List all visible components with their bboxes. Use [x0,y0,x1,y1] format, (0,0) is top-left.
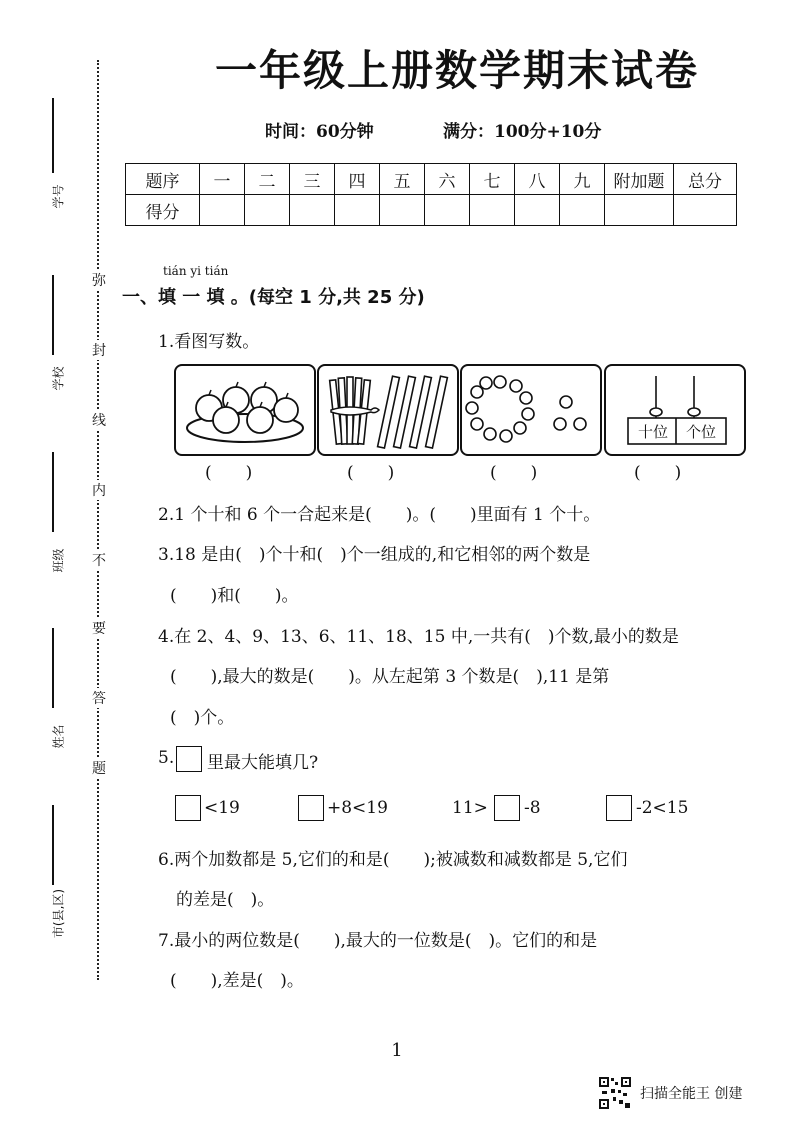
ones-place-label: 个位 [685,423,716,441]
inequality-2: +8<19 [327,798,388,818]
question-7: 7.最小的两位数是( ),最大的一位数是( )。它们的和是 [158,931,598,951]
score-cell[interactable] [245,195,290,226]
question-2: 2.1 个十和 6 个一合起来是( )。( )里面有 1 个十。 [158,505,601,525]
apples-picture [174,364,316,456]
question-5-number: 5. [158,748,175,768]
answer-blank[interactable]: ( ) [490,463,538,483]
beads-picture [460,364,602,456]
seal-char: 内 [91,480,107,500]
answer-square[interactable] [606,795,632,821]
inequality-1: <19 [204,798,240,818]
table-cell: 附加题 [605,164,674,195]
answer-blank[interactable]: ( ) [634,463,682,483]
inequality-3-left: 11> [452,798,488,818]
inequality-4: -2<15 [636,798,689,818]
table-cell: 题序 [126,164,200,195]
seal-line [97,60,99,980]
score-cell[interactable] [470,195,515,226]
inequality-3-right: -8 [524,798,541,818]
seal-char: 不 [91,550,107,570]
score-cell[interactable] [335,195,380,226]
table-cell: 五 [380,164,425,195]
question-3-cont: ( )和( )。 [170,586,299,606]
question-5: 里最大能填几? [207,753,319,773]
answer-square[interactable] [175,795,201,821]
score-cell[interactable] [515,195,560,226]
score-cell[interactable] [674,195,737,226]
qr-code-icon [598,1076,632,1110]
question-6: 6.两个加数都是 5,它们的和是( );被减数和减数都是 5,它们 [158,850,628,870]
class-label: 班级 [51,548,66,573]
table-cell: 九 [560,164,605,195]
school-label: 学校 [51,366,66,391]
seal-char: 题 [91,758,107,778]
name-label: 姓名 [51,724,66,749]
table-cell: 六 [425,164,470,195]
table-cell: 七 [470,164,515,195]
score-cell[interactable] [560,195,605,226]
score-cell[interactable] [200,195,245,226]
sticks-icon [319,366,457,454]
section-title: 一、填 一 填 。(每空 1 分,共 25 分) [122,287,425,308]
tens-place-label: 十位 [637,423,668,441]
table-row [126,195,737,226]
exam-time: 时间：60分钟 [265,122,374,142]
table-cell: 三 [290,164,335,195]
table-cell: 二 [245,164,290,195]
table-cell: 一 [200,164,245,195]
seal-char: 弥 [91,270,107,290]
answer-square[interactable] [176,746,202,772]
question-3: 3.18 是由( )个十和( )个一组成的,和它相邻的两个数是 [158,545,591,565]
score-cell[interactable] [605,195,674,226]
table-row [126,164,737,195]
table-cell: 总分 [674,164,737,195]
table-cell: 四 [335,164,380,195]
question-4-cont: ( ),最大的数是( )。从左起第 3 个数是( ),11 是第 [170,667,610,687]
score-cell[interactable] [425,195,470,226]
seal-char: 要 [91,618,107,638]
apples-icon [176,366,314,454]
score-table [125,163,737,226]
answer-blank[interactable]: ( ) [347,463,395,483]
answer-square[interactable] [494,795,520,821]
scanner-watermark: 扫描全能王 创建 [640,1086,743,1102]
question-7-cont: ( ),差是( )。 [170,971,304,991]
city-label: 市(县,区) [51,888,66,939]
page-number: 1 [391,1040,403,1061]
score-cell[interactable] [290,195,335,226]
question-1: 1.看图写数。 [158,332,260,352]
page-title: 一年级上册数学期末试卷 [214,46,699,95]
student-id-label: 学号 [51,184,66,209]
question-4: 4.在 2、4、9、13、6、11、18、15 中,一共有( )个数,最小的数是 [158,627,679,647]
section-pinyin: tián yi tián [163,264,229,278]
seal-char: 线 [91,410,107,430]
beads-ring-icon [462,366,600,454]
question-6-cont: 的差是( )。 [176,890,275,910]
table-cell: 得分 [126,195,200,226]
score-cell[interactable] [380,195,425,226]
abacus-picture [604,364,746,456]
full-score: 满分：100分+10分 [443,122,602,142]
seal-char: 封 [91,340,107,360]
sticks-picture [317,364,459,456]
answer-blank[interactable]: ( ) [205,463,253,483]
table-cell: 八 [515,164,560,195]
question-4-cont: ( )个。 [170,708,235,728]
seal-char: 答 [91,688,107,708]
answer-square[interactable] [298,795,324,821]
